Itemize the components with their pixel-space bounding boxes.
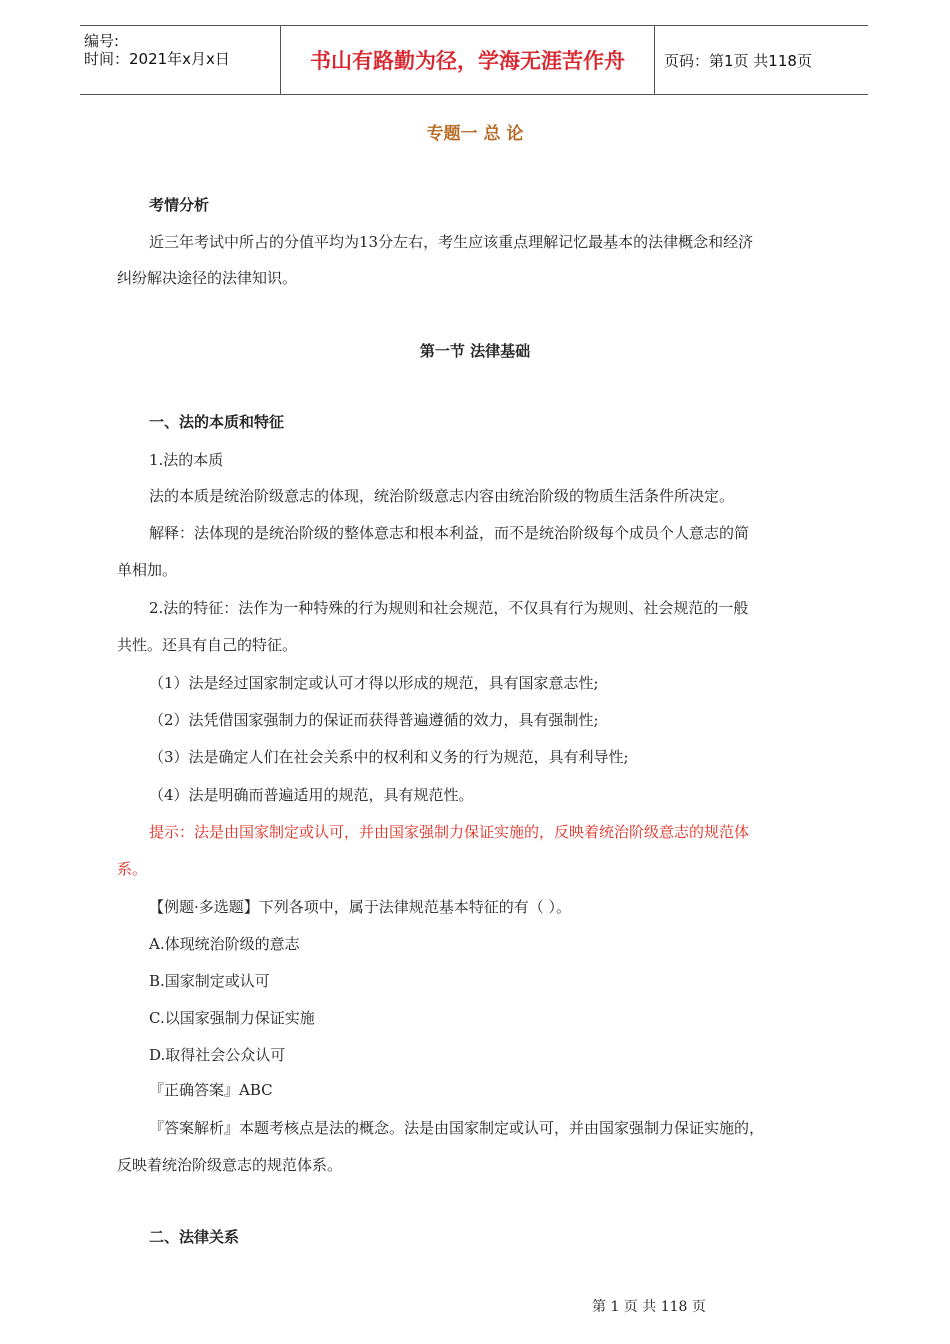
item-1-title: 1.法的本质 <box>149 451 224 469</box>
answer-analysis-line-2: 反映着统治阶级意志的规范体系。 <box>117 1156 343 1174</box>
tip-line-1: 提示：法是由国家制定或认可，并由国家强制力保证实施的，反映着统治阶级意志的规范体 <box>149 823 750 841</box>
header-number-label: 编号: <box>84 32 120 50</box>
heading-2: 二、法律关系 <box>149 1228 240 1246</box>
feature-1: （1）法是经过国家制定或认可才得以形成的规范，具有国家意志性; <box>149 674 599 692</box>
header-motto: 书山有路勤为径，学海无涯苦作舟 <box>280 26 655 94</box>
topic-title: 专题一 总 论 <box>426 124 524 144</box>
item-1-text: 法的本质是统治阶级意志的体现，统治阶级意志内容由统治阶级的物质生活条件所决定。 <box>149 487 735 505</box>
option-b: B.国家制定或认可 <box>149 972 270 990</box>
page-header <box>80 25 868 95</box>
option-a: A.体现统治阶级的意志 <box>149 935 300 953</box>
feature-2: （2）法凭借国家强制力的保证而获得普遍遵循的效力，具有强制性; <box>149 711 599 729</box>
correct-answer: 『正确答案』ABC <box>149 1081 273 1099</box>
item-2-line-1: 2.法的特征：法作为一种特殊的行为规则和社会规范，不仅具有行为规则、社会规范的一般 <box>149 599 749 617</box>
exam-analysis-line-2: 纠纷解决途径的法律知识。 <box>117 269 298 287</box>
header-time-label: 时间：2021年x月x日 <box>84 50 230 68</box>
item-2-line-2: 共性。还具有自己的特征。 <box>117 636 298 654</box>
feature-4: （4）法是明确而普遍适用的规范，具有规范性。 <box>149 786 474 804</box>
header-meta <box>80 26 280 94</box>
explain-line-1: 解释：法体现的是统治阶级的整体意志和根本利益，而不是统治阶级每个成员个人意志的简 <box>149 524 750 542</box>
heading-1: 一、法的本质和特征 <box>149 413 285 431</box>
page-footer: 第 1 页 共 118 页 <box>592 1299 706 1315</box>
option-d: D.取得社会公众认可 <box>149 1046 286 1064</box>
explain-line-2: 单相加。 <box>117 561 178 579</box>
example-question: 【例题·多选题】下列各项中，属于法律规范基本特征的有（ ）。 <box>149 898 572 916</box>
option-c: C.以国家强制力保证实施 <box>149 1009 315 1027</box>
exam-analysis-heading: 考情分析 <box>149 196 210 214</box>
exam-analysis-line-1: 近三年考试中所占的分值平均为13分左右，考生应该重点理解记忆最基本的法律概念和经济 <box>149 233 754 251</box>
feature-3: （3）法是确定人们在社会关系中的权利和义务的行为规范，具有利导性; <box>149 748 629 766</box>
header-page-info: 页码：第1页 共118页 <box>664 51 812 70</box>
answer-analysis-line-1: 『答案解析』本题考核点是法的概念。法是由国家制定或认可，并由国家强制力保证实施的， <box>149 1119 765 1137</box>
tip-line-2: 系。 <box>117 860 148 878</box>
section-title: 第一节 法律基础 <box>419 342 531 360</box>
